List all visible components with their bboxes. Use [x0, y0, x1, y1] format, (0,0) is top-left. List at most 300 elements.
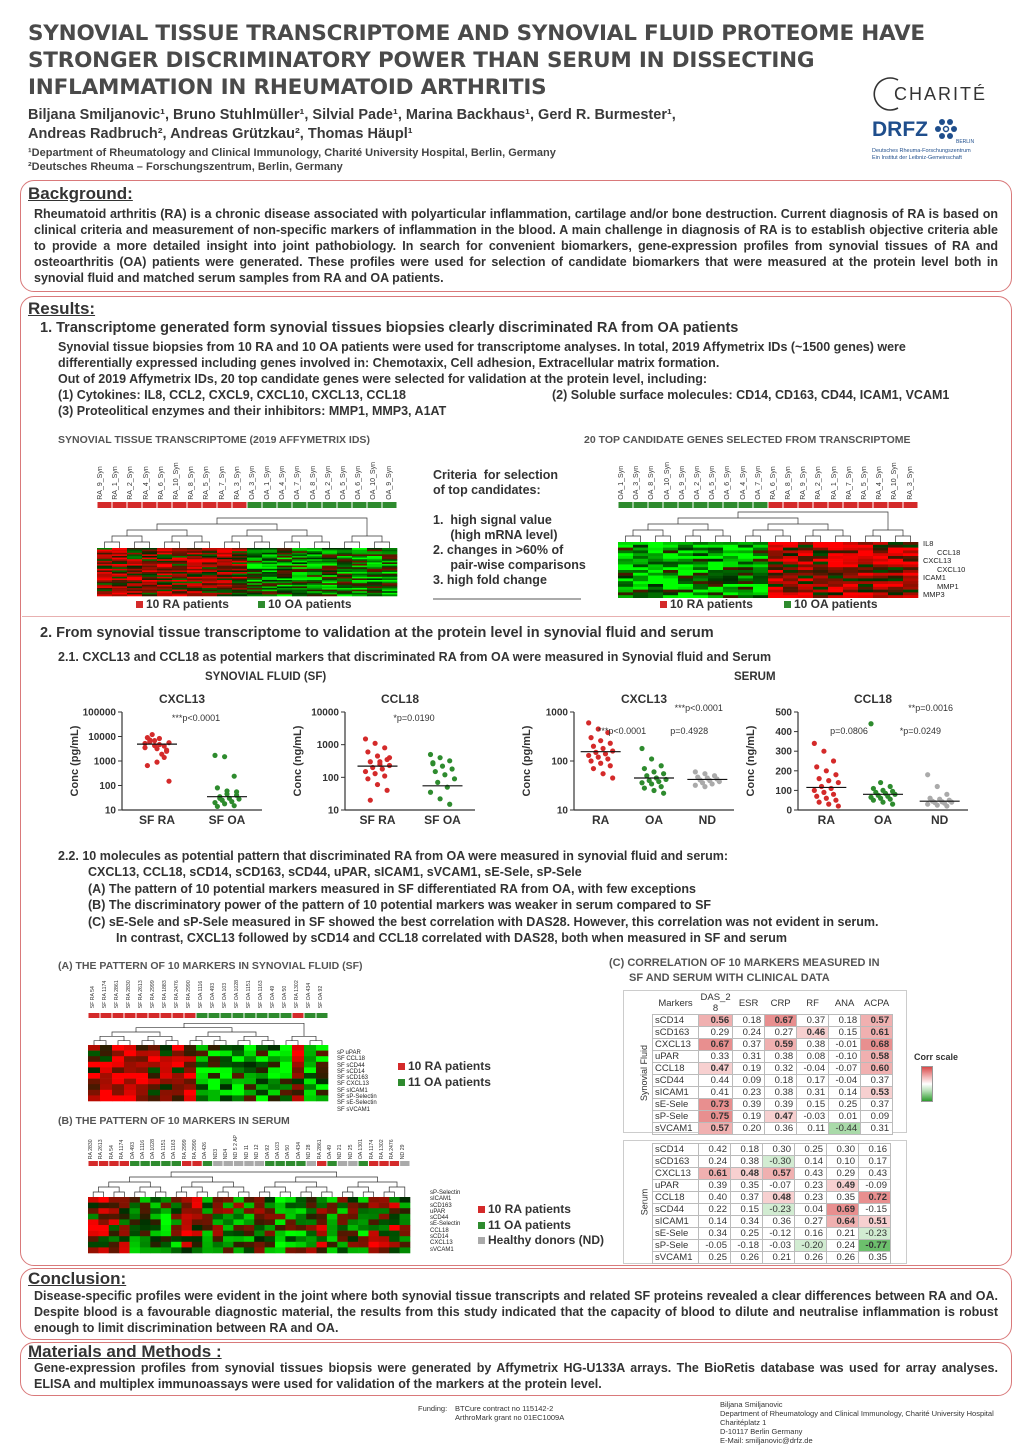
- heatmap-cell: [109, 1208, 120, 1214]
- data-point: [925, 772, 930, 777]
- heatmap-cell: [618, 576, 633, 579]
- heatmap-cell: [181, 1214, 192, 1220]
- heatmap-cell: [148, 1079, 160, 1085]
- p-value-annotation: *p=0.0249: [899, 726, 942, 736]
- heatmap-cell: [130, 1219, 141, 1225]
- heatmap-cell: [888, 553, 903, 556]
- correlation-cell: 0.29: [827, 1168, 859, 1180]
- y-tick-label: 100: [551, 756, 568, 768]
- sf-group-vertical-label: Synovial Fluid: [639, 1044, 649, 1102]
- correlation-cell: 0.44: [699, 1075, 733, 1087]
- heatmap-cell: [783, 550, 798, 553]
- heatmap-cell: [100, 1084, 112, 1090]
- heatmap-cell: [813, 548, 828, 551]
- sample-label: RA_2_Syn: [815, 466, 823, 500]
- marker-cell: sP-Sele: [653, 1240, 699, 1252]
- data-point: [224, 791, 229, 796]
- heatmap-cell: [813, 592, 828, 595]
- heatmap-cell: [254, 1197, 265, 1203]
- heatmap-cell: [202, 1203, 213, 1209]
- group-bar-cell: [269, 1013, 280, 1018]
- heatmap-cell: [798, 550, 813, 553]
- marker-label: SF sE-Selectin: [337, 1100, 377, 1107]
- heatmap-cell: [285, 1231, 296, 1237]
- heatmap-cell: [738, 545, 753, 548]
- group-bar-cell: [143, 502, 157, 508]
- column-header: Markers: [658, 997, 693, 1009]
- sample-label: SF RA 1174: [102, 980, 108, 1009]
- dendrogram-branch: [94, 1041, 106, 1045]
- heatmap-cell: [112, 1084, 124, 1090]
- heatmap-cell: [903, 578, 918, 581]
- heatmap-cell: [112, 1095, 124, 1101]
- heatmap-cell: [254, 1219, 265, 1225]
- data-point: [710, 781, 715, 786]
- heatmap-cell: [157, 594, 172, 596]
- heatmap-cell: [130, 1231, 141, 1237]
- heatmap-cell: [148, 1090, 160, 1096]
- serum-correlation-table: [652, 1143, 891, 1264]
- sample-label: OA 1028: [150, 1139, 157, 1160]
- heatmap-cell: [213, 1242, 224, 1248]
- dendrogram-branch: [156, 1192, 166, 1197]
- heatmap-cell: [161, 1203, 172, 1209]
- results-subsection-1-text: [58, 339, 1008, 419]
- data-point: [387, 755, 392, 760]
- results-heading: Results:: [28, 299, 96, 318]
- y-tick-label: 300: [775, 746, 792, 758]
- heatmap-cell: [813, 562, 828, 565]
- group-bar-cell: [257, 1013, 268, 1018]
- correlation-cell: 0.24: [827, 1240, 859, 1252]
- group-bar-cell: [724, 502, 738, 508]
- heatmap-cell: [888, 578, 903, 581]
- data-point: [821, 790, 826, 795]
- legend-oa-left: 10 OA patients: [258, 597, 352, 611]
- heatmap-cell: [873, 581, 888, 584]
- heatmap-cell: [181, 1203, 192, 1209]
- heatmap-cell: [316, 1056, 328, 1062]
- group-bar-cell: [619, 502, 633, 508]
- heatmap-cell: [358, 1197, 369, 1203]
- contact-line: E-Mail: smiljanovic@drfz.de: [720, 1436, 813, 1445]
- heatmap-cell: [292, 1067, 304, 1073]
- table-row: [653, 1051, 893, 1063]
- heatmap-cell: [858, 573, 873, 576]
- heatmap-cell: [348, 1203, 359, 1209]
- gene-label: CCL18: [937, 547, 961, 557]
- dot-plot-4: [745, 692, 968, 827]
- heatmap-cell: [723, 567, 738, 570]
- heatmap-cell: [316, 1084, 328, 1090]
- heatmap-cell: [708, 556, 723, 559]
- dendrogram-branch: [285, 542, 300, 548]
- table-row: [653, 1099, 893, 1111]
- contact-line: D-10117 Berlin Germany: [720, 1427, 803, 1436]
- heatmap-cell: [292, 594, 307, 596]
- data-point: [649, 756, 654, 761]
- data-point: [944, 803, 949, 808]
- group-bar-cell: [679, 502, 693, 508]
- heatmap-cell: [648, 590, 663, 593]
- heatmap-cell: [140, 1208, 151, 1214]
- heatmap-cell: [217, 594, 232, 596]
- heatmap-cell: [100, 1095, 112, 1101]
- correlation-cell: 0.30: [827, 1144, 859, 1156]
- heatmap-cell: [233, 1208, 244, 1214]
- heatmap-cell: [306, 1247, 317, 1253]
- data-point: [150, 732, 155, 737]
- heatmap-cell: [232, 1079, 244, 1085]
- group-bar-cell: [664, 502, 678, 508]
- background-text: Rheumatoid arthritis (RA) is a chronic disease associated with polyarticular inflammation, cartilage and/or bone destruction. Current diagnosis of RA is based on clinical criteria and measurement of non-specific markers of inflammation in the blood. A main challenge in diagnosis of RA is to establish objective criteria able to provide a more detailed insight into joint pathobiology. In search for convenient biomarkers, gene-expression profiles from synovial tissues of RA and osteoarthritis (OA) patients were generated. These profiles were used for selection of candidate biomarkers that were measured at the protein level both in synovial fluid and matched serum samples from RA and OA patients.: [34, 207, 998, 285]
- group-bar-cell: [140, 1161, 149, 1166]
- heatmap-cell: [873, 592, 888, 595]
- heatmap-cell: [723, 587, 738, 590]
- heatmap-cell: [220, 1095, 232, 1101]
- group-bar-cell: [829, 502, 843, 508]
- heatmap-cell: [233, 1203, 244, 1209]
- column-header: ACPA: [864, 997, 890, 1009]
- correlation-cell: 0.48: [763, 1192, 795, 1204]
- heatmap-cell: [220, 1090, 232, 1096]
- heatmap-cell: [256, 1067, 268, 1073]
- heatmap-cell: [202, 1208, 213, 1214]
- marker-label: sVCAM1: [430, 1246, 454, 1253]
- heatmap-cell: [813, 578, 828, 581]
- legend-oa-right: 10 OA patients: [784, 597, 878, 611]
- dendrogram-branch: [140, 1187, 161, 1192]
- heatmap-cell: [903, 559, 918, 562]
- heatmap-cell: [327, 1231, 338, 1237]
- heatmap-cell: [275, 1242, 286, 1248]
- heatmap-cell: [693, 587, 708, 590]
- ra-swatch: [136, 601, 143, 608]
- heatmap-cell: [304, 1084, 316, 1090]
- plot-title: CCL18: [853, 692, 893, 706]
- heatmap-cell: [678, 578, 693, 581]
- data-point: [826, 802, 831, 807]
- dendrogram-branch: [813, 530, 843, 536]
- heatmap-cell: [172, 1079, 184, 1085]
- correlation-cell: 0.49: [827, 1180, 859, 1192]
- data-point: [145, 763, 150, 768]
- serum-group-label: SERUM: [734, 671, 776, 683]
- heatmap-cell: [348, 1197, 359, 1203]
- data-point: [591, 744, 596, 749]
- heatmap-cell: [317, 1203, 328, 1209]
- sample-label: RA_7_Syn: [218, 466, 226, 500]
- heatmap-cell: [828, 553, 843, 556]
- sample-label: SF OA 1151: [246, 980, 252, 1009]
- selection-criteria: [433, 468, 593, 588]
- panel-b-sample-labels: [88, 1135, 410, 1159]
- heatmap-cell: [693, 556, 708, 559]
- correlation-cell: 0.27: [795, 1216, 827, 1228]
- heatmap-cell: [202, 1214, 213, 1220]
- correlation-cell: 0.38: [797, 1039, 829, 1051]
- heatmap-cell: [148, 1073, 160, 1079]
- sample-label: OA_9_Syn: [678, 465, 686, 500]
- dendrogram-branch: [247, 530, 307, 536]
- heatmap-cell: [124, 1067, 136, 1073]
- correlation-cell: 0.26: [795, 1252, 827, 1264]
- correlation-cell: 0.23: [795, 1192, 827, 1204]
- heatmap-cell: [798, 578, 813, 581]
- data-point: [588, 735, 593, 740]
- data-point: [586, 720, 591, 725]
- correlation-cell: 0.58: [861, 1051, 893, 1063]
- group-bar-cell: [275, 1161, 284, 1166]
- heatmap-cell: [358, 1247, 369, 1253]
- heatmap-cell: [753, 584, 768, 587]
- heatmap-cell: [633, 587, 648, 590]
- heatmap-cell: [873, 578, 888, 581]
- correlation-cell: 0.08: [797, 1051, 829, 1063]
- data-point: [651, 788, 656, 793]
- table-row: [653, 1228, 891, 1240]
- heatmap-cell: [738, 592, 753, 595]
- heatmap-cell: [150, 1219, 161, 1225]
- p-value-annotation: p=0.4928: [670, 726, 709, 736]
- data-point: [373, 741, 378, 746]
- heatmap-cell: [184, 1056, 196, 1062]
- heatmap-cell: [196, 1073, 208, 1079]
- correlation-cell: -0.20: [795, 1240, 827, 1252]
- heatmap-cell: [184, 1062, 196, 1068]
- heatmap-cell: [160, 1090, 172, 1096]
- dendrogram-branch: [217, 518, 367, 536]
- heatmap-cell: [317, 1214, 328, 1220]
- heatmap-cell: [368, 1203, 379, 1209]
- data-point: [833, 798, 838, 803]
- heatmap-cell: [828, 578, 843, 581]
- sample-label: OA_9_Syn: [385, 465, 393, 500]
- correlation-cell: 0.04: [795, 1204, 827, 1216]
- dendrogram-branch: [136, 1028, 232, 1032]
- sample-label: SF RA 2830: [126, 980, 132, 1009]
- heatmap-cell: [379, 1236, 390, 1242]
- p-value-annotation: **p=0.0016: [908, 703, 953, 713]
- heatmap-cell: [148, 1045, 160, 1051]
- heatmap-cell: [618, 578, 633, 581]
- dendrogram-branch: [142, 1041, 154, 1045]
- heatmap-cell: [275, 1231, 286, 1237]
- sample-label: SF OA 50: [282, 985, 288, 1009]
- heatmap-cell: [738, 553, 753, 556]
- heatmap-cell: [171, 1231, 182, 1237]
- heatmap-cell: [618, 556, 633, 559]
- data-point: [833, 772, 838, 777]
- correlation-cell: 0.47: [699, 1063, 733, 1075]
- sample-label: OA_4_Syn: [279, 465, 287, 500]
- group-bar-cell: [113, 502, 127, 508]
- heatmap-cell: [142, 594, 157, 596]
- group-bar-cell: [383, 502, 397, 508]
- heatmap-cell: [296, 1219, 307, 1225]
- correlation-cell: 0.36: [763, 1216, 795, 1228]
- heatmap-cell: [798, 587, 813, 590]
- heatmap-cell: [768, 573, 783, 576]
- heatmap-cell: [208, 1073, 220, 1079]
- dendrogram-branch: [244, 1036, 268, 1040]
- heatmap-cell: [389, 1203, 400, 1209]
- heatmap-cell: [98, 1231, 109, 1237]
- heatmap-cell: [150, 1242, 161, 1248]
- heatmap-cell: [358, 1214, 369, 1220]
- heatmap-cell: [648, 576, 663, 579]
- heatmap-cell: [633, 553, 648, 556]
- heatmap-cell: [753, 559, 768, 562]
- data-point: [363, 769, 368, 774]
- correlation-cell: 0.37: [733, 1039, 765, 1051]
- heatmap-cell: [196, 1067, 208, 1073]
- table-row: [653, 1180, 891, 1192]
- heatmap-cell: [813, 542, 828, 545]
- heatmap-cell: [753, 573, 768, 576]
- group-bar-cell: [814, 502, 828, 508]
- heatmap-cell: [723, 584, 738, 587]
- data-point: [428, 752, 433, 757]
- dendrogram-branch: [190, 1041, 202, 1045]
- sample-label: RA 2861: [316, 1139, 323, 1160]
- heatmap-cell: [783, 548, 798, 551]
- heatmap-cell: [753, 545, 768, 548]
- column-header: RF: [806, 997, 819, 1009]
- heatmap-cell: [160, 1056, 172, 1062]
- data-point: [935, 803, 940, 808]
- conclusion-heading: Conclusion:: [28, 1269, 127, 1288]
- heatmap-cell: [663, 559, 678, 562]
- heatmap-cell: [618, 553, 633, 556]
- heatmap-cell: [285, 1236, 296, 1242]
- heatmap-cell: [292, 1051, 304, 1057]
- heatmap-cell: [633, 581, 648, 584]
- correlation-cell: 0.29: [699, 1027, 733, 1039]
- group-bar-cell: [128, 502, 142, 508]
- heatmap-cell: [400, 1225, 411, 1231]
- heatmap-cell: [232, 1073, 244, 1079]
- heatmap-cell: [148, 1095, 160, 1101]
- heatmap-cell: [738, 581, 753, 584]
- top-genes-sample-labels: [618, 462, 922, 500]
- heatmap-cell: [244, 1231, 255, 1237]
- dendrogram-branch: [280, 1192, 290, 1197]
- heatmap-cell: [888, 592, 903, 595]
- dendrogram-branch: [118, 1041, 130, 1045]
- dendrogram-branch: [114, 1192, 124, 1197]
- group-bar-cell: [137, 1013, 148, 1018]
- dendrogram-branch: [148, 1036, 172, 1040]
- heatmap-cell: [304, 1073, 316, 1079]
- heatmap-cell: [296, 1208, 307, 1214]
- correlation-cell: 0.31: [797, 1087, 829, 1099]
- heatmap-cell: [708, 564, 723, 567]
- heatmap-cell: [130, 1242, 141, 1248]
- heatmap-cell: [280, 1095, 292, 1101]
- sample-label: ND 11: [243, 1144, 250, 1160]
- heatmap-cell: [112, 1045, 124, 1051]
- sample-label: SF OA 103: [222, 982, 228, 1009]
- s1-line-3: Out of 2019 Affymetrix IDs, 20 top candidate genes were selected for validation at the protein level, including:: [58, 372, 707, 386]
- data-point: [368, 798, 373, 803]
- dendrogram-branch: [753, 530, 783, 536]
- heatmap-cell: [843, 542, 858, 545]
- dot-plots: [60, 686, 980, 836]
- group-bar-cell: [784, 502, 798, 508]
- heatmap-cell: [633, 545, 648, 548]
- heatmap-cell: [184, 1073, 196, 1079]
- group-bar-cell: [369, 1161, 378, 1166]
- dendrogram-branch: [342, 1192, 352, 1197]
- heatmap-cell: [196, 1079, 208, 1085]
- correlation-cell: 0.24: [733, 1027, 765, 1039]
- legend-b-oa: 11 OA patients: [478, 1218, 571, 1232]
- heatmap-cell: [208, 1045, 220, 1051]
- data-point: [888, 797, 893, 802]
- heatmap-cell: [663, 542, 678, 545]
- heatmap-cell: [268, 1062, 280, 1068]
- panel-c-caption-2: SF AND SERUM WITH CLINICAL DATA: [629, 972, 830, 984]
- heatmap-cell: [244, 1219, 255, 1225]
- heatmap-cell: [232, 1084, 244, 1090]
- marker-cell: uPAR: [653, 1180, 699, 1192]
- heatmap-cell: [109, 1219, 120, 1225]
- heatmap-cell: [220, 1051, 232, 1057]
- dendrogram-branch: [345, 542, 360, 548]
- sample-label: SF OA 1163: [258, 980, 264, 1009]
- heatmap-cell: [119, 1247, 130, 1253]
- dendrogram-branch: [286, 1041, 298, 1045]
- heatmap-cell: [187, 594, 202, 596]
- dendrogram-branch: [208, 1032, 256, 1036]
- heatmap-cell: [316, 1067, 328, 1073]
- sample-label: OA_10_Syn: [663, 462, 671, 500]
- heatmap-cell: [678, 587, 693, 590]
- heatmap-cell: [317, 1225, 328, 1231]
- heatmap-cell: [136, 1067, 148, 1073]
- heatmap-cell: [172, 1067, 184, 1073]
- heatmap-cell: [244, 1203, 255, 1209]
- subsection-2-1-title: 2.1. CXCL13 and CCL18 as potential markers that discriminated RA from OA were measured in Synovial fluid and Serum: [58, 650, 772, 664]
- heatmap-cell: [648, 581, 663, 584]
- dot-plot-1: [69, 692, 262, 827]
- panel-b-marker-labels: [430, 1190, 460, 1253]
- heatmap-cell: [873, 567, 888, 570]
- group-bar-cell: [151, 1161, 160, 1166]
- marker-label: CCL18: [430, 1227, 449, 1234]
- heatmap-cell: [98, 1219, 109, 1225]
- heatmap-cell: [148, 1056, 160, 1062]
- heatmap-cell: [858, 578, 873, 581]
- heatmap-cell: [663, 576, 678, 579]
- s22-c: (C) sE-Sele and sP-Sele measured in SF showed the best correlation with DAS28. However, this correlation was not evident in serum.: [88, 914, 879, 929]
- data-point: [438, 755, 443, 760]
- heatmap-cell: [112, 1073, 124, 1079]
- heatmap-cell: [196, 1056, 208, 1062]
- heatmap-cell: [337, 1203, 348, 1209]
- heatmap-cell: [798, 559, 813, 562]
- heatmap-cell: [97, 594, 112, 596]
- heatmap-cell: [368, 1231, 379, 1237]
- y-tick-label: 400: [775, 727, 792, 739]
- heatmap-cell: [244, 1051, 256, 1057]
- heatmap-cell: [888, 567, 903, 570]
- heatmap-cell: [873, 564, 888, 567]
- heatmap-cell: [693, 550, 708, 553]
- sample-label: RA_10_Syn: [891, 462, 899, 500]
- affiliation-2: ²Deutsches Rheuma – Forschungszentrum, Berlin, Germany: [28, 161, 343, 173]
